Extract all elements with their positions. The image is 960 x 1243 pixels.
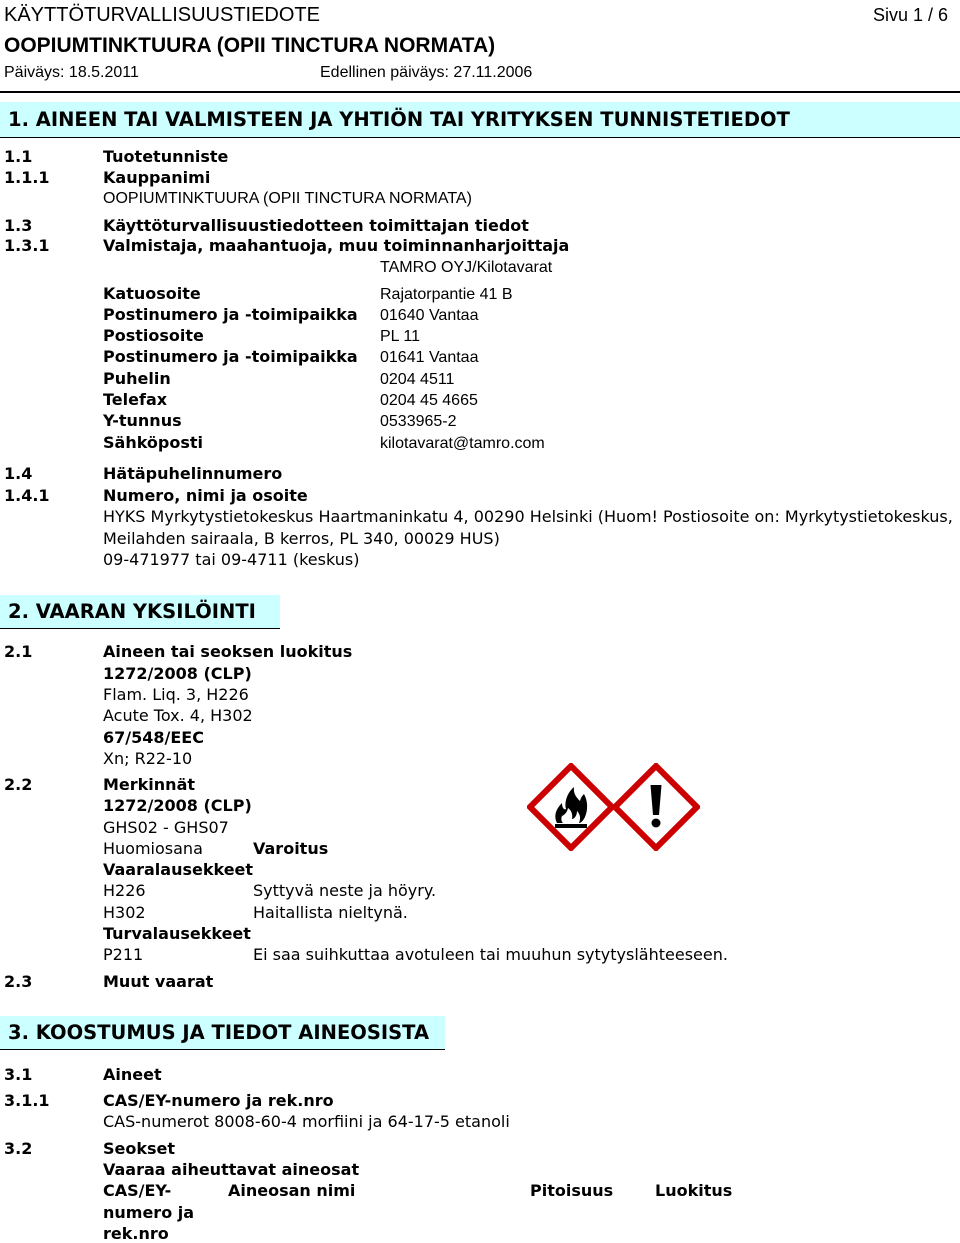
precautionary-code: P211 (103, 945, 144, 964)
contact-label: Puhelin (103, 369, 171, 388)
document-type: KÄYTTÖTURVALLISUUSTIEDOTE (4, 4, 320, 26)
hazard-code: H302 (103, 903, 146, 922)
subsection-number: 2.2 (4, 775, 33, 794)
subsection-title: Seokset (103, 1139, 176, 1158)
subsection-number: 1.4 (4, 464, 33, 483)
table-header-cas: numero ja (103, 1203, 195, 1222)
section-1-heading: 1. AINEEN TAI VALMISTEEN JA YHTIÖN TAI YRITYKSEN TUNNISTETIEDOT (0, 102, 960, 138)
section-3-heading: 3. KOOSTUMUS JA TIEDOT AINEOSISTA (0, 1016, 445, 1050)
hazard-code: H226 (103, 881, 146, 900)
hazard-text: Haitallista nieltynä. (253, 903, 408, 922)
exclamation-pictogram-icon (612, 763, 700, 851)
subsection-title: Kauppanimi (103, 168, 211, 187)
contact-label: Sähköposti (103, 433, 204, 452)
contact-value: kilotavarat@tamro.com (380, 435, 545, 452)
contact-value: Rajatorpantie 41 B (380, 286, 513, 303)
classification-line: Flam. Liq. 3, H226 (103, 685, 249, 704)
subsection-title: Aineet (103, 1065, 162, 1084)
subsection-title: Aineen tai seoksen luokitus (103, 642, 353, 661)
subsection-title: Merkinnät (103, 775, 196, 794)
emergency-line: 09-471977 tai 09-4711 (keskus) (103, 550, 360, 569)
contact-value: 01640 Vantaa (380, 307, 479, 324)
page-number: Sivu 1 / 6 (873, 5, 949, 25)
subsection-title: Hätäpuhelinnumero (103, 464, 283, 483)
clp-label: 1272/2008 (CLP) (103, 796, 252, 815)
ghs-codes: GHS02 - GHS07 (103, 818, 229, 837)
subsection-number: 1.3 (4, 216, 33, 235)
company-name: TAMRO OYJ/Kilotavarat (380, 259, 553, 276)
contact-value: PL 11 (380, 328, 421, 345)
classification-line: Xn; R22-10 (103, 749, 193, 768)
clp-label: 1272/2008 (CLP) (103, 664, 252, 683)
subsection-number: 3.2 (4, 1139, 33, 1158)
subsection-number: 1.1.1 (4, 168, 50, 187)
contact-label: Y-tunnus (103, 411, 182, 430)
hazard-text: Syttyvä neste ja höyry. (253, 881, 437, 900)
contact-value: 0204 4511 (380, 371, 455, 388)
subsection-number: 1.1 (4, 147, 33, 166)
subsection-number: 2.1 (4, 642, 33, 661)
subsection-number: 3.1.1 (4, 1091, 50, 1110)
subsection-number: 1.4.1 (4, 486, 50, 505)
emergency-line: Meilahden sairaala, B kerros, PL 340, 00029 HUS) (103, 529, 500, 548)
trade-name: OOPIUMTINKTUURA (OPII TINCTURA NORMATA) (103, 190, 472, 207)
date: Päiväys: 18.5.2011 (4, 64, 139, 81)
table-header-concentration: Pitoisuus (530, 1181, 614, 1200)
subsection-title: Käyttöturvallisuustiedotteen toimittajan tiedot (103, 216, 529, 235)
precautionary-label: Turvalausekkeet (103, 924, 251, 943)
product-name: OOPIUMTINKTUURA (OPII TINCTURA NORMATA) (4, 34, 496, 57)
contact-label: Postinumero ja -toimipaikka (103, 347, 358, 366)
subsection-number: 2.3 (4, 972, 33, 991)
subsection-title: CAS/EY-numero ja rek.nro (103, 1091, 334, 1110)
contact-value: 01641 Vantaa (380, 349, 479, 366)
subsection-number: 3.1 (4, 1065, 33, 1084)
table-header-cas: rek.nro (103, 1224, 169, 1243)
subsection-title: Tuotetunniste (103, 147, 229, 166)
subsection-title: Numero, nimi ja osoite (103, 486, 308, 505)
classification-line: Acute Tox. 4, H302 (103, 706, 253, 725)
contact-label: Postinumero ja -toimipaikka (103, 305, 358, 324)
signal-word-label: Huomiosana (103, 839, 203, 858)
table-header-classification: Luokitus (655, 1181, 733, 1200)
header-divider (0, 91, 960, 93)
hazardous-components-label: Vaaraa aiheuttavat aineosat (103, 1160, 360, 1179)
subsection-title: Valmistaja, maahantuoja, muu toiminnanharjoittaja (103, 236, 570, 255)
flame-pictogram-icon (527, 763, 615, 851)
eec-label: 67/548/EEC (103, 728, 204, 747)
cas-numbers: CAS-numerot 8008-60-4 morfiini ja 64-17-5 etanoli (103, 1112, 510, 1131)
contact-value: 0533965-2 (380, 413, 457, 430)
previous-date: Edellinen päiväys: 27.11.2006 (320, 64, 533, 81)
contact-label: Telefax (103, 390, 168, 409)
table-header-cas: CAS/EY- (103, 1181, 172, 1200)
subsection-number: 1.3.1 (4, 236, 50, 255)
signal-word: Varoitus (253, 839, 329, 858)
section-2-heading: 2. VAARAN YKSILÖINTI (0, 595, 280, 629)
contact-value: 0204 45 4665 (380, 392, 478, 409)
precautionary-text: Ei saa suihkuttaa avotuleen tai muuhun sytytyslähteeseen. (253, 945, 728, 964)
hazard-statements-label: Vaaralausekkeet (103, 860, 254, 879)
emergency-line: HYKS Myrkytystietokeskus Haartmaninkatu 4, 00290 Helsinki (Huom! Postiosoite on: Myrkytystietokeskus, (103, 507, 953, 526)
subsection-title: Muut vaarat (103, 972, 214, 991)
contact-label: Katuosoite (103, 284, 201, 303)
contact-label: Postiosoite (103, 326, 204, 345)
table-header-name: Aineosan nimi (228, 1181, 356, 1200)
